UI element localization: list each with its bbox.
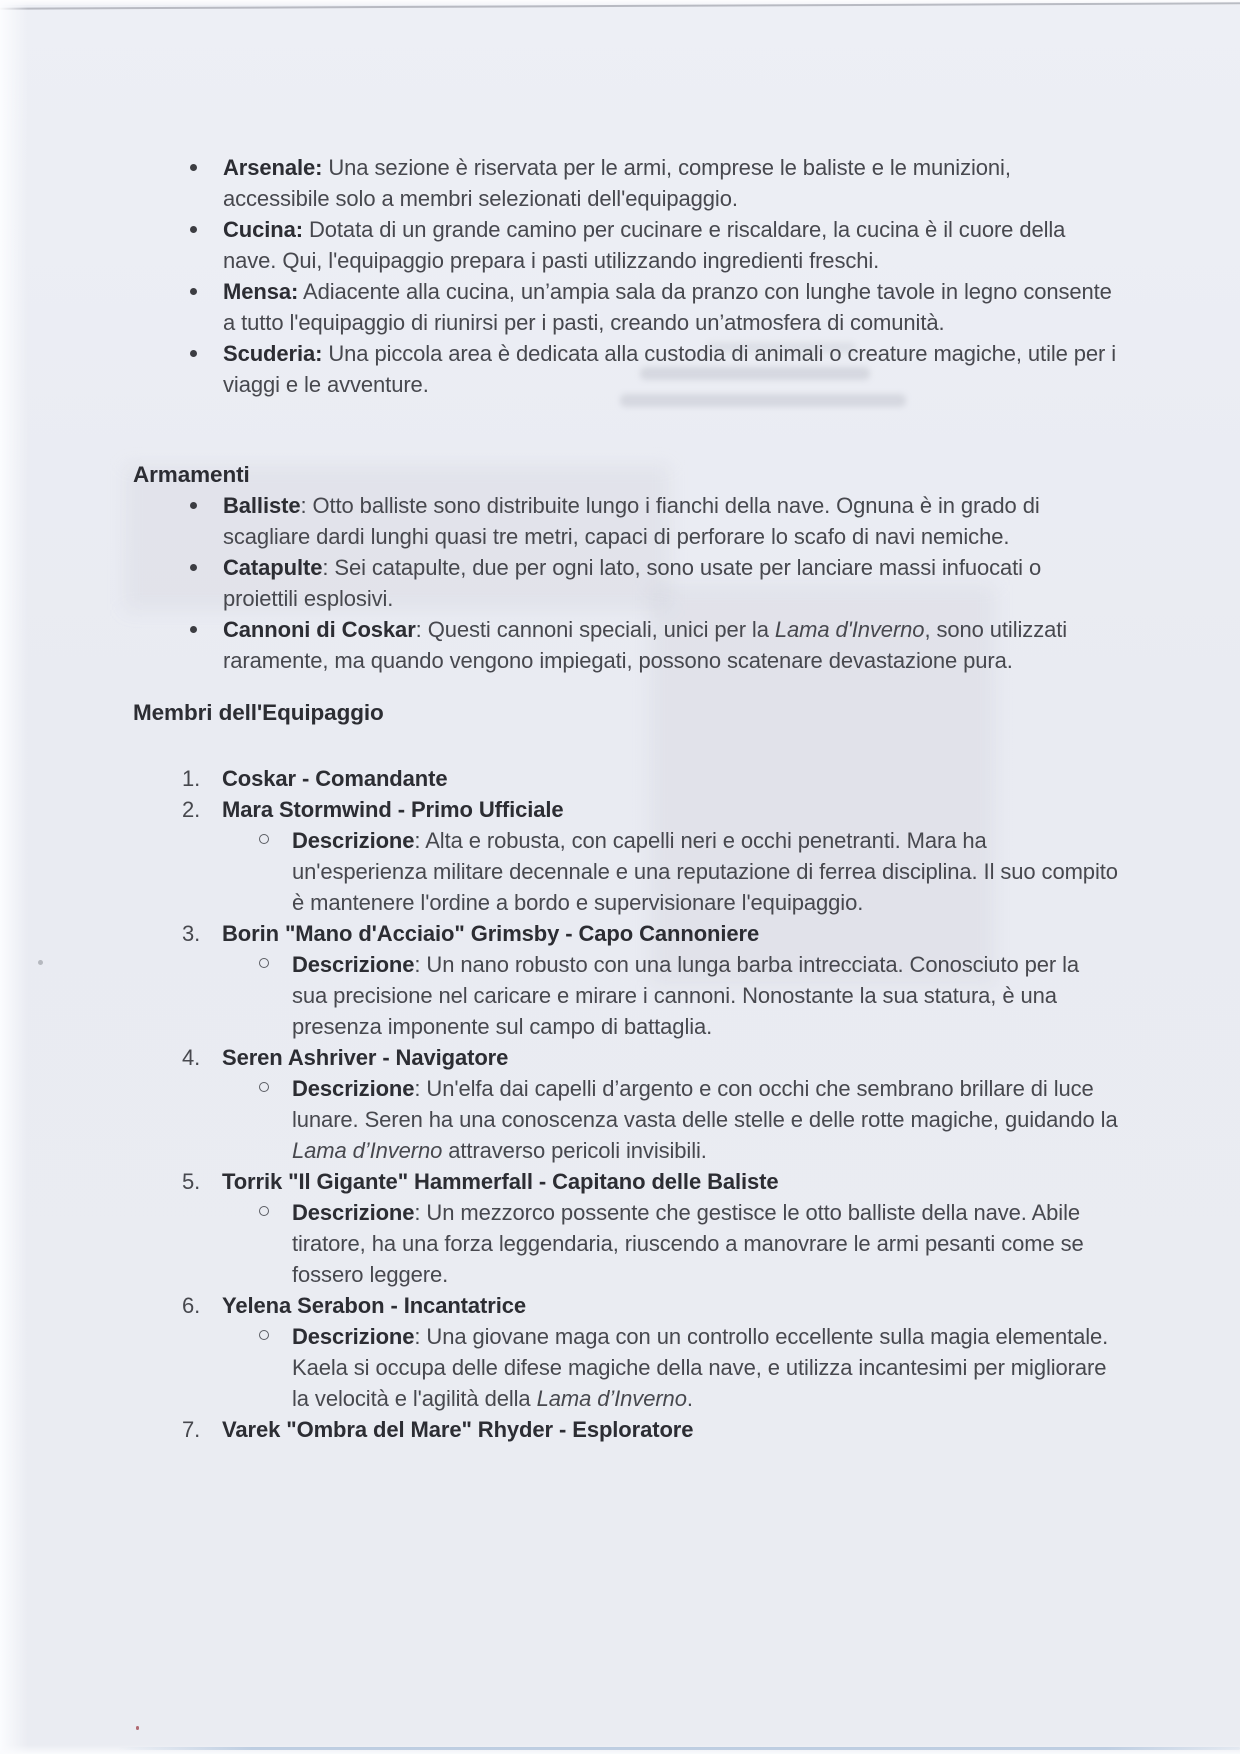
bullet-dot-icon [190,626,197,633]
weapon-text: , sono utilizzati raramente, ma quando vengono impiegati, possono scatenare devastazione pura. [223,617,1068,673]
left-edge-highlight-artifact [0,0,28,1754]
description-block [292,1073,1118,1166]
crew-item-5 [133,1166,1118,1290]
bullet-item-mensa [133,276,1118,338]
bullet-dot-icon [190,226,197,233]
description-label: Descrizione [292,828,415,853]
bullet-item-cannoni [133,614,1118,676]
crew-member-name: Borin "Mano d'Acciaio" Grimsby - Capo Cannoniere [222,921,760,946]
crew-item-number: 7. [182,1417,201,1442]
crew-item-1 [133,763,1118,794]
bullet-dot-icon [190,288,197,295]
bullet-dot-icon [190,164,197,171]
crew-member-name: Torrik "Il Gigante" Hammerfall - Capitano delle Baliste [222,1169,779,1194]
description-text: : Una giovane maga con un controllo eccellente sulla magia elementale. Kaela si occupa delle difese magiche della nave, e utilizza incantesimi per migliorare la velocità e l'agilità della [292,1324,1109,1411]
crew-item-number: 6. [182,1293,201,1318]
bottom-scan-line-artifact [118,1747,1240,1750]
description-block [292,949,1118,1042]
facility-text: Adiacente alla cucina, un’ampia sala da pranzo con lunghe tavole in legno consente a tutto l'equipaggio di riunirsi per i pasti, creando un’atmosfera di comunità. [223,279,1112,335]
description-text: : Un nano robusto con una lunga barba intrecciata. Conosciuto per la sua precisione nel caricare e mirare i cannoni. Nonostante la sua statura, è una presenza imponente sul campo di battaglia. [292,952,1080,1039]
facility-label: Scuderia: [223,341,323,366]
description-text: : Un'elfa dai capelli d’argento e con occhi che sembrano brillare di luce lunare. Seren ha una conoscenza vasta delle stelle e delle rotte magiche, guidando la [292,1076,1118,1132]
crew-item-number: 4. [182,1045,201,1070]
description-text: : Alta e robusta, con capelli neri e occhi penetranti. Mara ha un'esperienza militare decennale e una reputazione di ferrea disciplina. Il suo compito è mantenere l'ordine a bordo e supervisionare l'equipaggio. [292,828,1118,915]
bullet-item-arsenale [133,152,1118,214]
description-label: Descrizione [292,952,415,977]
bullet-item-scuderia [133,338,1118,400]
bullet-dot-icon [190,564,197,571]
facility-text: Una sezione è riservata per le armi, comprese le baliste e le munizioni, accessibile solo a membri selezionati dell'equipaggio. [223,155,1011,211]
crew-member-name: Coskar - Comandante [222,766,448,791]
bullet-item-balliste [133,490,1118,552]
description-label: Descrizione [292,1076,415,1101]
description-label: Descrizione [292,1324,415,1349]
weapon-label: Cannoni di Coskar [223,617,416,642]
crew-item-3 [133,918,1118,1042]
description-block [292,1321,1118,1414]
description-text: . [686,1386,693,1411]
weapon-text: : Questi cannoni speciali, unici per la [415,617,775,642]
crew-item-number: 2. [182,797,201,822]
bullet-item-catapulte [133,552,1118,614]
facility-text: Una piccola area è dedicata alla custodia di animali o creature magiche, utile per i viaggi e le avventure. [223,341,1117,397]
crew-member-name: Varek "Ombra del Mare" Rhyder - Esploratore [222,1417,694,1442]
red-speck-artifact [136,1726,139,1730]
circle-bullet-icon [259,1206,269,1216]
bullet-item-cucina [133,214,1118,276]
document-content [133,152,1118,1445]
weapon-label: Catapulte [223,555,323,580]
weapon-text: : Otto balliste sono distribuite lungo i fianchi della nave. Ognuna è in grado di scagliare dardi lunghi quasi tre metri, capaci di perforare lo scafo di navi nemiche. [223,493,1040,549]
crew-item-number: 1. [182,766,201,791]
crew-item-4 [133,1042,1118,1166]
armamenti-list [133,490,1118,676]
crew-item-number: 5. [182,1169,201,1194]
description-text: : Un mezzorco possente che gestisce le otto balliste della nave. Abile tiratore, ha una forza leggendaria, riuscendo a manovrare le armi pesanti come se fossero leggere. [292,1200,1084,1287]
facility-label: Arsenale: [223,155,323,180]
weapon-text: : Sei catapulte, due per ogni lato, sono usate per lanciare massi infuocati o proiettili esplosivi. [223,555,1042,611]
ship-name-italic: Lama d’Inverno [536,1386,687,1411]
facility-label: Mensa: [223,279,299,304]
ship-name-italic: Lama d’Inverno [292,1138,443,1163]
description-label: Descrizione [292,1200,415,1225]
circle-bullet-icon [259,1330,269,1340]
weapon-label: Balliste [223,493,301,518]
section-heading-crew: Membri dell'Equipaggio [133,700,384,725]
crew-member-name: Mara Stormwind - Primo Ufficiale [222,797,564,822]
gray-speck-artifact [38,960,43,965]
circle-bullet-icon [259,958,269,968]
crew-item-7 [133,1414,1118,1445]
crew-member-name: Yelena Serabon - Incantatrice [222,1293,526,1318]
bullet-dot-icon [190,350,197,357]
facilities-list [133,152,1118,400]
bullet-dot-icon [190,502,197,509]
crew-item-2 [133,794,1118,918]
crew-list [133,763,1118,1445]
crew-member-name: Seren Ashriver - Navigatore [222,1045,509,1070]
circle-bullet-icon [259,834,269,844]
facility-text: Dotata di un grande camino per cucinare e riscaldare, la cucina è il cuore della nave. Qui, l'equipaggio prepara i pasti utilizzando ingredienti freschi. [223,217,1066,273]
description-block [292,1197,1118,1290]
ship-name-italic: Lama d'Inverno [774,617,925,642]
description-text: attraverso pericoli invisibili. [442,1138,707,1163]
crew-item-6 [133,1290,1118,1414]
section-heading-armamenti: Armamenti [133,462,250,487]
circle-bullet-icon [259,1082,269,1092]
description-block [292,825,1118,918]
crew-item-number: 3. [182,921,201,946]
facility-label: Cucina: [223,217,303,242]
